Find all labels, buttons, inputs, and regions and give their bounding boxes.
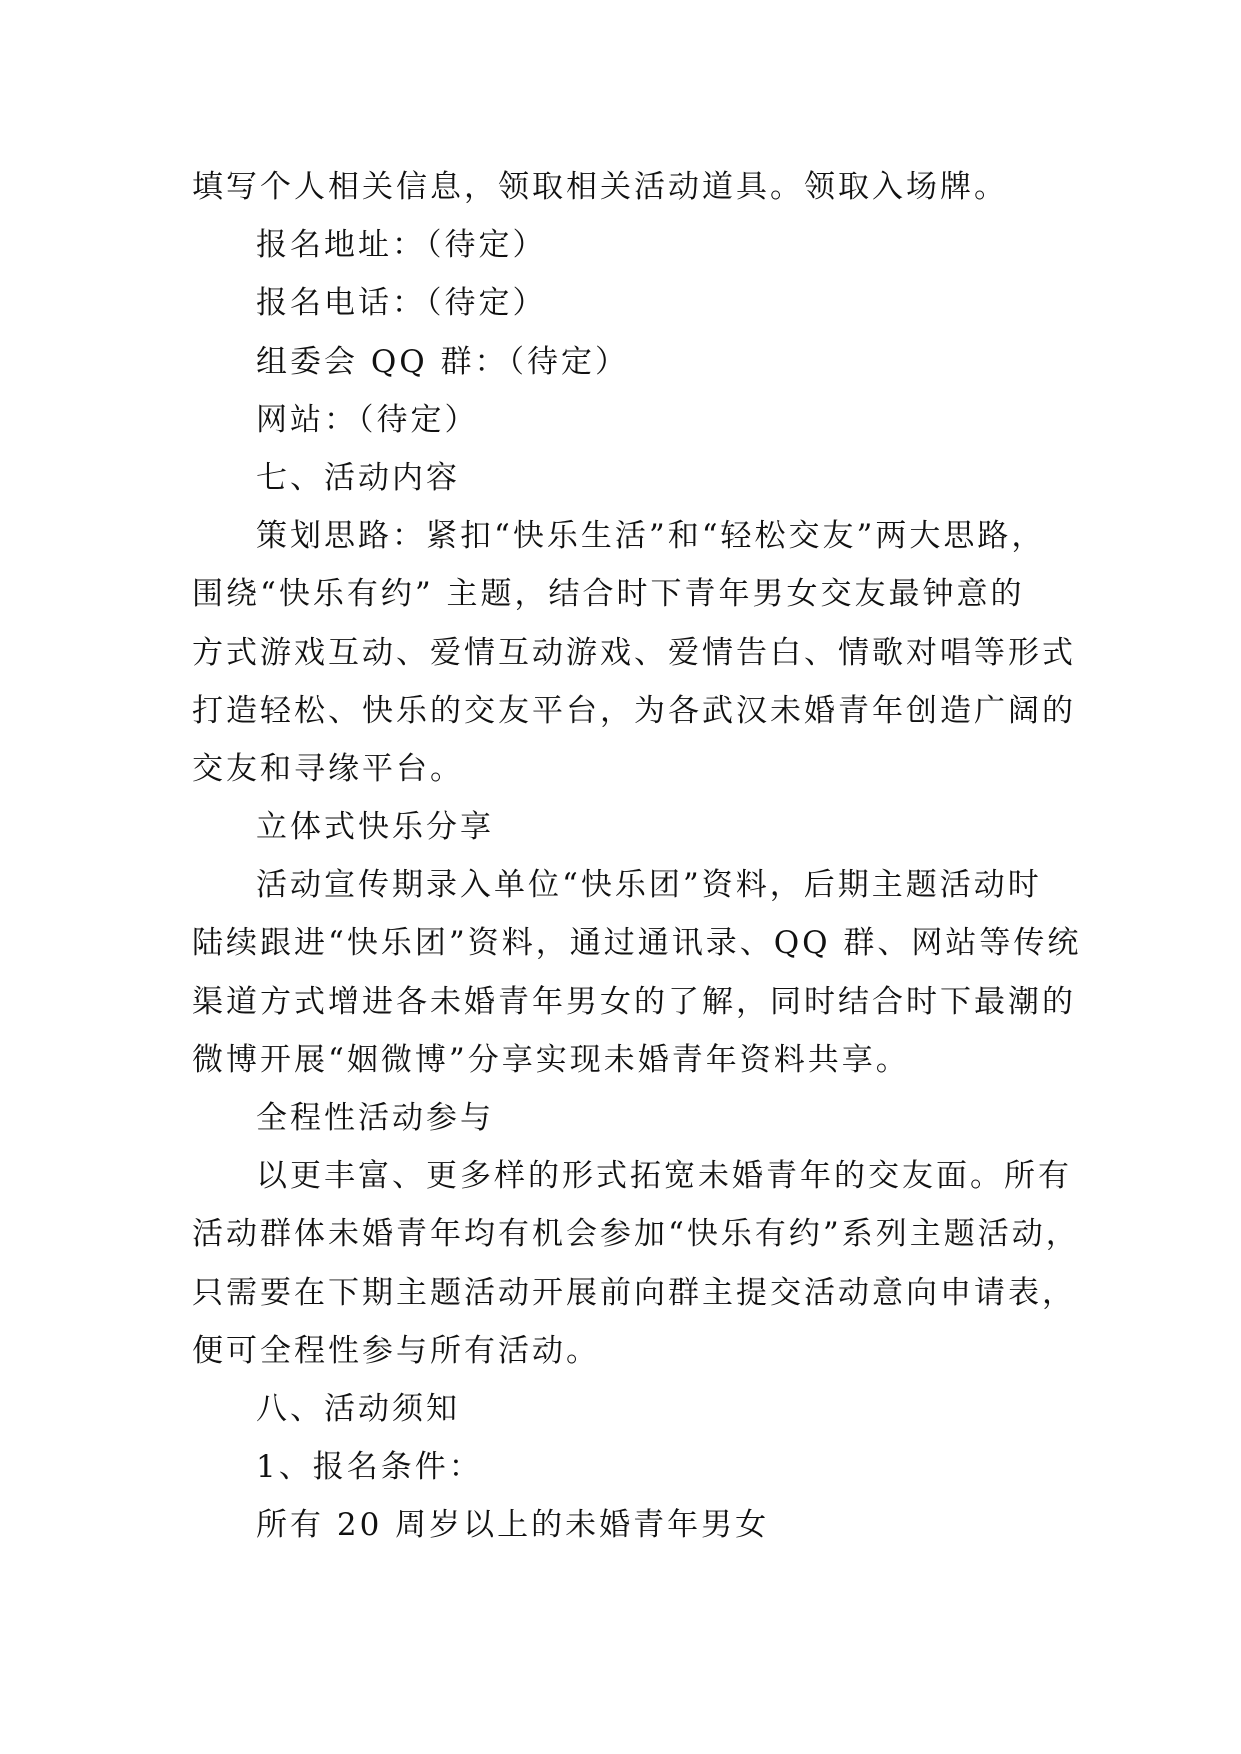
document-body [192,158,1082,1555]
text-line: 微博开展“姻微博”分享实现未婚青年资料共享。 [192,1041,910,1078]
text-line: 1、报名条件： [256,1449,483,1486]
text-line: 交友和寻缘平台。 [192,750,464,787]
text-line: 活动宣传期录入单位“快乐团”资料，后期主题活动时 [256,867,1042,904]
text-line: 八、活动须知 [256,1390,460,1427]
text-line: 以更丰富、更多样的形式拓宽未婚青年的交友面。所有 [256,1158,1072,1195]
text-line: 组委会 QQ 群：（待定） [256,343,630,380]
text-line: 七、活动内容 [256,459,460,496]
text-line: 陆续跟进“快乐团”资料，通过通讯录、QQ 群、网站等传统 [192,925,1082,962]
text-line: 围绕“快乐有约” 主题，结合时下青年男女交友最钟意的 [192,576,1025,613]
text-line: 报名电话：（待定） [256,285,547,322]
text-line: 打造轻松、快乐的交友平台，为各武汉未婚青年创造广阔的 [192,692,1076,729]
text-line: 全程性活动参与 [256,1100,494,1136]
text-line: 活动群体未婚青年均有机会参加“快乐有约”系列主题活动， [192,1216,1080,1253]
text-line: 便可全程性参与所有活动。 [192,1332,600,1369]
text-line: 策划思路：紧扣“快乐生活”和“轻松交友”两大思路， [256,518,1046,555]
text-line: 立体式快乐分享 [256,809,494,846]
text-line: 只需要在下期主题活动开展前向群主提交活动意向申请表， [192,1274,1076,1311]
text-line: 方式游戏互动、爱情互动游戏、爱情告白、情歌对唱等形式 [192,634,1076,671]
text-line: 报名地址：（待定） [256,227,547,264]
text-line: 填写个人相关信息，领取相关活动道具。领取入场牌。 [192,169,1008,205]
text-line: 所有 20 周岁以上的未婚青年男女 [256,1507,770,1544]
text-line: 渠道方式增进各未婚青年男女的了解，同时结合时下最潮的 [192,983,1076,1020]
text-line: 网站：（待定） [256,401,479,438]
